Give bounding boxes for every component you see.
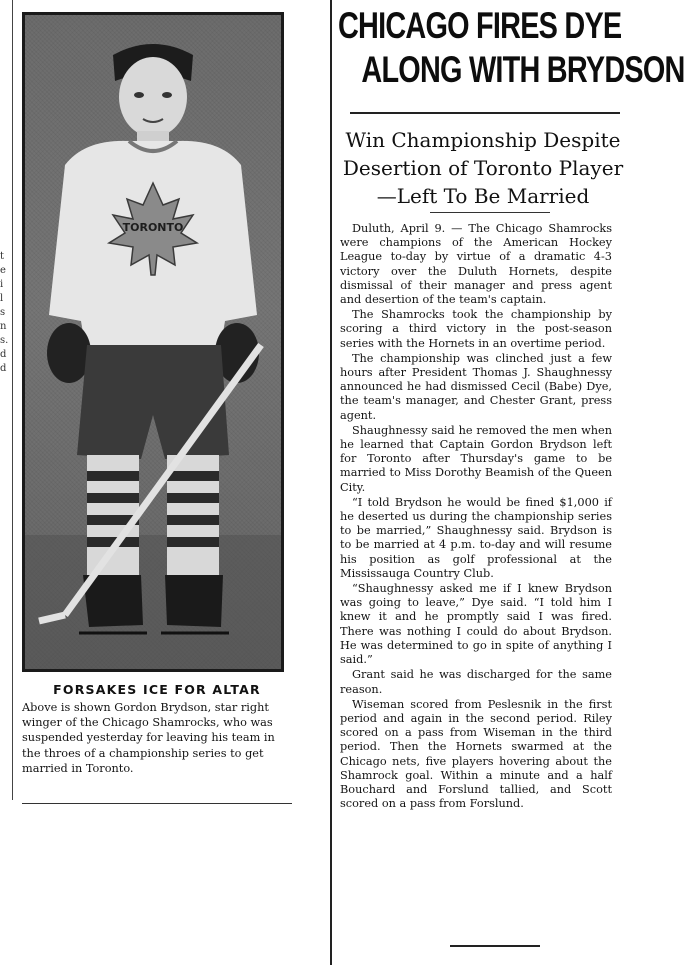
edge-fragment: s. [0,335,9,346]
edge-fragment: n [0,321,7,332]
edge-fragment: l [0,293,4,304]
subhead-line-2: Desertion of Toronto Player [342,156,624,180]
headline-line-1: CHICAGO FIRES DYE [338,5,622,46]
article-paragraph: Duluth, April 9. — The Chicago Shamrocks were champions of the American Hockey League to-day by virtue of a dramatic 4-3 victory over the Duluth Hornets, despite dismissal of their manager and press agent and desertion of the team's captain. [340,222,612,307]
headline-line-2: ALONG WITH BRYDSON [361,49,685,90]
subhead-line-3: —Left To Be Married [376,184,590,208]
article-paragraph: Wiseman scored from Peslesnik in the first period and again in the second period. Riley scored on a pass from Wiseman in the third period. Then the Hornets swarmed at the Chicago nets, five players hovering about the Shamrock goal. Within a minute and a half Bouchard and Forslund tallied, and Scott scored on a pass from Forslund. [340,697,612,811]
subhead-line-1: Win Championship Despite [345,128,621,152]
article-paragraph: The championship was clinched just a few hours after President Thomas J. Shaughnessy announced he had dismissed Cecil (Babe) Dye, the team's manager, and Chester Grant, press agent. [340,351,612,422]
column-rule-left [12,0,13,800]
article-headline [338,4,685,92]
article-paragraph: The Shamrocks took the championship by scoring a third victory in the post-season series with the Hornets in an overtime period. [340,308,612,350]
article-subhead [338,126,628,210]
photo-caption-body [22,700,292,776]
player-photo [22,12,284,672]
column-rule-right [330,0,332,965]
article-end-divider [450,945,540,947]
edge-fragment: d [0,349,7,360]
adjacent-column-fragments [0,250,10,376]
article-paragraph: “I told Brydson he would be fined $1,000 if he deserted us during the championship series to be married,” Shaughnessy said. Brydson is to be married at 4 p.m. to-day and will resume his position as golf professional at the Mississauga Country Club. [340,495,612,580]
caption-divider [22,803,292,804]
headline-divider [350,112,620,114]
subhead-divider [430,212,550,213]
hockey-player-illustration [25,15,281,669]
article-paragraph: “Shaughnessy asked me if I knew Brydson was going to leave,” Dye said. “I told him I knew it and he promptly said I was fired. There was nothing I could do about Brydson. He was determined to go in spite of anything I said.” [340,582,612,667]
edge-fragment: e [0,265,6,276]
article-paragraph: Grant said he was discharged for the same reason. [340,668,612,696]
edge-fragment: d [0,363,7,374]
article-paragraph: Shaughnessy said he removed the men when he learned that Captain Gordon Brydson left for Toronto after Thursday's game to be married to Miss Dorothy Beamish of the Queen City. [340,423,612,494]
edge-fragment: t [0,251,5,262]
jersey-text: TORONTO [122,221,184,234]
edge-fragment: s [0,307,6,318]
article-body [340,222,612,812]
caption-text: Above is shown Gordon Brydson, star right winger of the Chicago Shamrocks, who was suspended yesterday for leaving his team in the throes of a championship series to get married in Toronto. [22,701,275,775]
photo-caption-title: FORSAKES ICE FOR ALTAR [53,682,261,697]
edge-fragment: i [0,279,4,290]
